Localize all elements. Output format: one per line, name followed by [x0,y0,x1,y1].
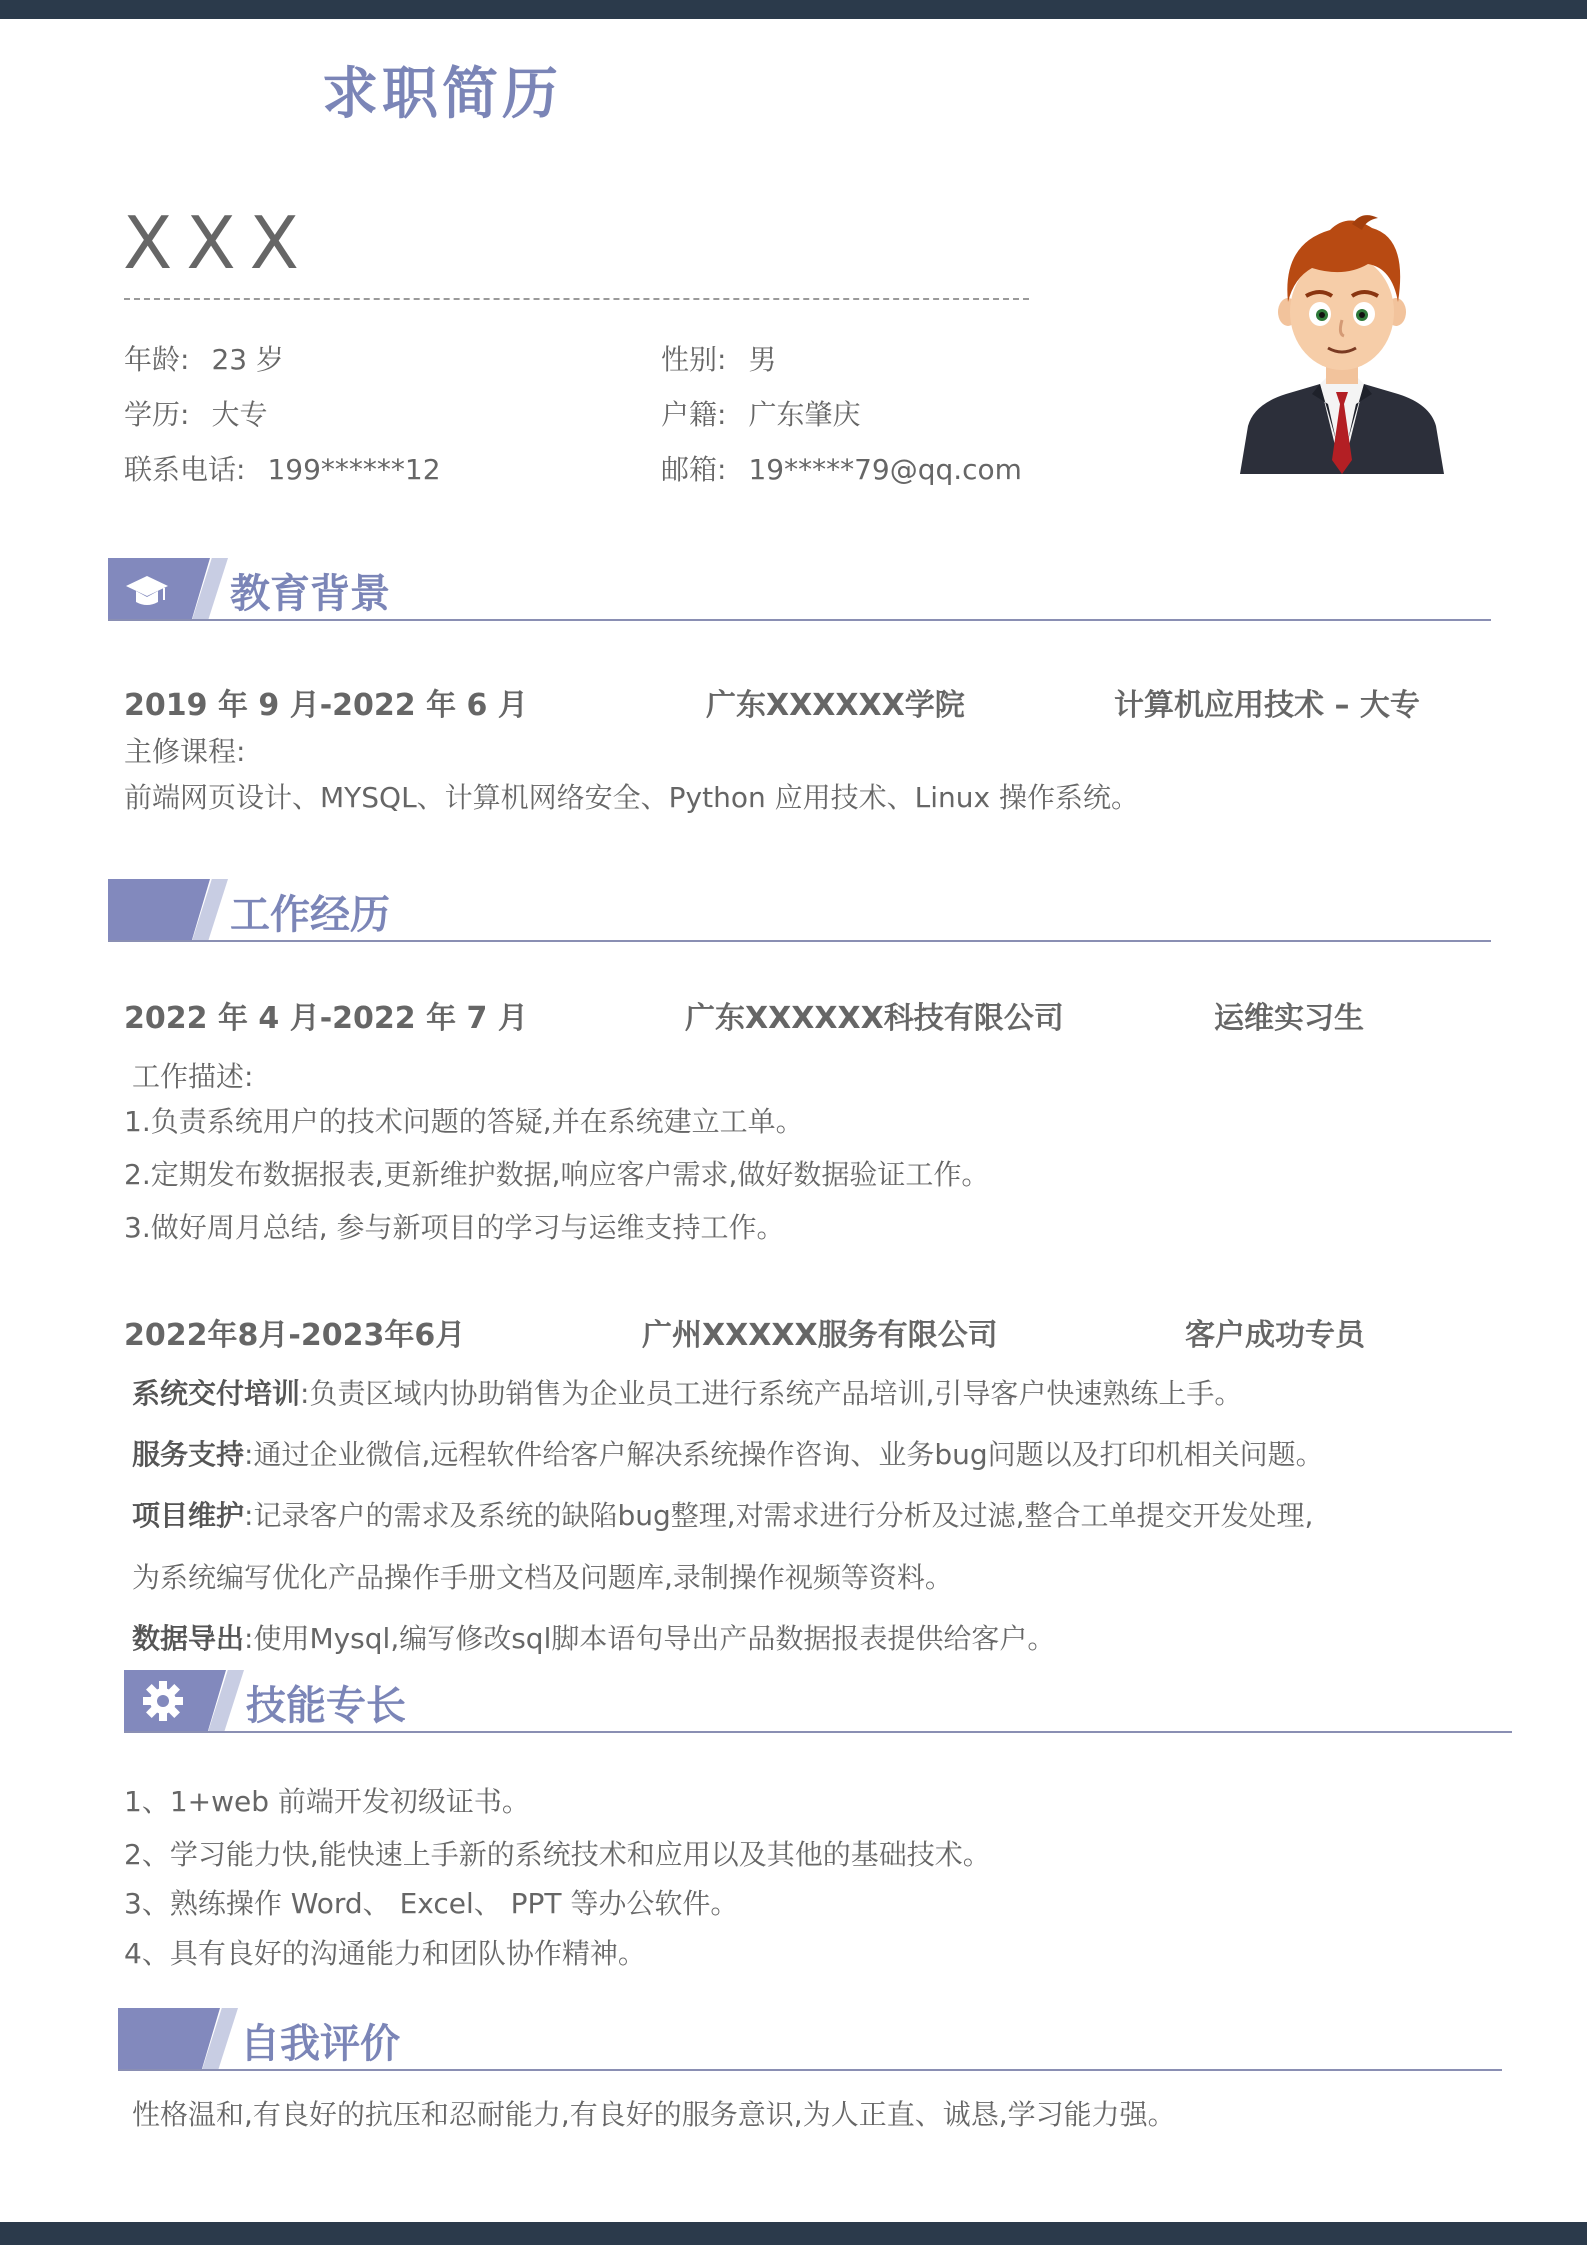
skill-item-3: 3、熟练操作 Word、 Excel、 PPT 等办公软件。 [124,1887,739,1920]
job1-company: 广东XXXXXX科技有限公司 [685,1001,1064,1036]
job1-desc-label: 工作描述: [132,1060,254,1093]
job2-item-1: 系统交付培训:负责区域内协助销售为企业员工进行系统产品培训,引导客户快速熟练上手。 [132,1377,1243,1410]
gender-label: 性别: [661,343,727,376]
courses-label: 主修课程: [124,735,246,768]
job2-item-3-cont: 为系统编写优化产品操作手册文档及问题库,录制操作视频等资料。 [132,1561,953,1594]
phone-value: 199******12 [267,453,441,486]
graduation-cap-icon [122,566,172,612]
hometown-value: 广东肇庆 [748,398,861,431]
job2-item-4: 数据导出:使用Mysql,编写修改sql脚本语句导出产品数据报表提供给客户。 [132,1622,1056,1655]
job2-position: 客户成功专员 [1185,1318,1365,1353]
job2-item-3: 项目维护:记录客户的需求及系统的缺陷bug整理,对需求进行分析及过滤,整合工单提交开发处理, [132,1499,1314,1532]
top-bar [0,0,1587,19]
courses-list: 前端网页设计、MYSQL、计算机网络安全、Python 应用技术、Linux 操作系统。 [124,781,1139,814]
job1-position: 运维实习生 [1214,1001,1364,1036]
skill-item-1: 1、1+web 前端开发初级证书。 [124,1785,530,1818]
self-eval-section-title: 自我评价 [240,2021,400,2067]
job2-item-2: 服务支持:通过企业微信,远程软件给客户解决系统操作咨询、业务bug问题以及打印机相关问题。 [132,1438,1324,1471]
job2-period: 2022年8月-2023年6月 [124,1318,466,1353]
job1-item-3: 3.做好周月总结, 参与新项目的学习与运维支持工作。 [124,1211,785,1244]
education-period: 2019 年 9 月-2022 年 6 月 [124,688,528,723]
education-major: 计算机应用技术 – 大专 [1114,688,1420,723]
phone-label: 联系电话: [124,453,246,486]
hometown-label: 户籍: [661,398,727,431]
gear-icon [138,1678,188,1724]
email-field [661,448,1022,488]
age-value: 23 岁 [211,343,284,376]
skill-item-2: 2、学习能力快,能快速上手新的系统技术和应用以及其他的基础技术。 [124,1838,991,1871]
name-divider [124,298,1029,300]
avatar [1232,208,1452,474]
email-label: 邮箱: [661,453,727,486]
email-value: 19*****79@qq.com [748,453,1022,486]
phone-field [124,448,441,488]
self-eval-text: 性格温和,有良好的抗压和忍耐能力,有良好的服务意识,为人正直、诚恳,学习能力强。 [132,2098,1176,2131]
work-section-title: 工作经历 [230,892,390,938]
gender-field [661,338,776,378]
job1-item-1: 1.负责系统用户的技术问题的答疑,并在系统建立工单。 [124,1105,804,1138]
candidate-name: XXX [123,201,313,285]
skills-section-title: 技能专长 [246,1683,406,1729]
job2-company: 广州XXXXX服务有限公司 [642,1318,998,1353]
education-field [124,393,267,433]
age-field [124,338,284,378]
education-section-title: 教育背景 [230,571,390,617]
job1-item-2: 2.定期发布数据报表,更新维护数据,响应客户需求,做好数据验证工作。 [124,1158,990,1191]
education-label: 学历: [124,398,190,431]
gender-value: 男 [748,343,777,376]
skill-item-4: 4、具有良好的沟通能力和团队协作精神。 [124,1937,646,1970]
job1-period: 2022 年 4 月-2022 年 7 月 [124,1001,528,1036]
age-label: 年龄: [124,343,190,376]
hometown-field [661,393,860,433]
education-value: 大专 [211,398,268,431]
bottom-bar [0,2222,1587,2245]
document-title: 求职简历 [322,62,562,127]
education-school: 广东XXXXXX学院 [706,688,965,723]
